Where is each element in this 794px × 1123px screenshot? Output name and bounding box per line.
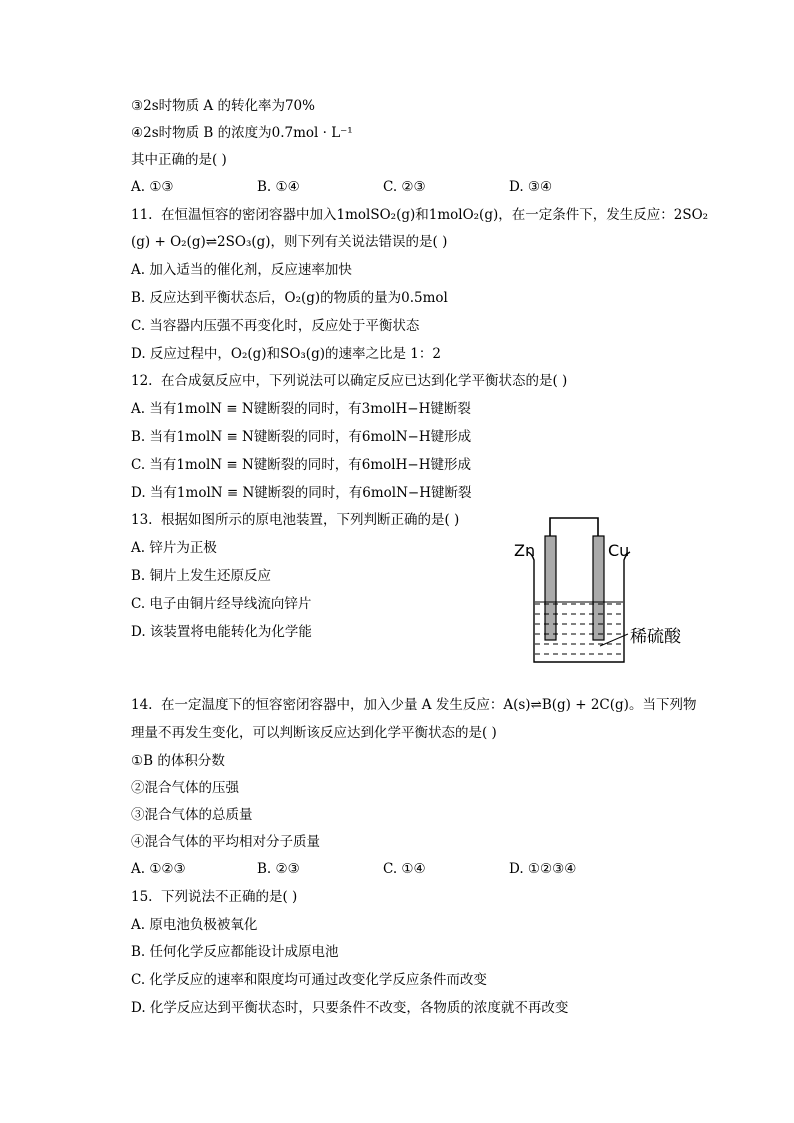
q10-options	[131, 177, 691, 197]
q10-option-c: C. ②③	[383, 179, 426, 195]
connecting-wire	[550, 518, 598, 536]
zn-label: Zn	[514, 541, 536, 560]
q14-options	[131, 859, 691, 879]
q14-item-3: ③混合气体的总质量	[131, 807, 253, 823]
q11-stem-line-2: (g) + O₂(g)⇌2SO₃(g)，则下列有关说法错误的是( )	[131, 234, 448, 250]
q11-option-d: D. 反应过程中，O₂(g)和SO₃(g)的速率之比是 1：2	[131, 346, 441, 362]
q15-number: 15.	[131, 889, 153, 905]
q12-option-b: B. 当有1molN ≡ N键断裂的同时，有6molN−H键形成	[131, 429, 472, 445]
q14-option-c: C. ①④	[383, 861, 426, 877]
cu-label: Cu	[608, 541, 630, 560]
q15-option-d: D. 化学反应达到平衡状态时，只要条件不改变，各物质的浓度就不再改变	[131, 1000, 569, 1016]
q10-option-a: A. ①③	[131, 179, 174, 195]
q13-stem-line	[131, 510, 459, 530]
q13-stem: 根据如图所示的原电池装置，下列判断正确的是( )	[161, 512, 460, 528]
q14-stem-1: 在一定温度下的恒容密闭容器中，加入少量 A 发生反应：A(s)⇌B(g) + 2C(g)。当下列物	[161, 697, 697, 713]
beaker	[528, 552, 630, 662]
q14-stem-line-2: 理量不再发生变化，可以判断该反应达到化学平衡状态的是( )	[131, 725, 497, 741]
q14-item-4: ④混合气体的平均相对分子质量	[131, 834, 320, 850]
q12-stem: 在合成氨反应中，下列说法可以确定反应已达到化学平衡状态的是( )	[161, 373, 568, 389]
q13-option-c: C. 电子由铜片经导线流向锌片	[131, 596, 312, 612]
q15-option-a: A. 原电池负极被氧化	[131, 917, 258, 933]
q14-option-a: A. ①②③	[131, 861, 186, 877]
q10-item-3: ③2s时物质 A 的转化率为70%	[131, 98, 315, 114]
q11-stem-1: 在恒温恒容的密闭容器中加入1molSO₂(g)和1molO₂(g)，在一定条件下，发生反应：2SO₂	[161, 207, 709, 223]
q12-option-d: D. 当有1molN ≡ N键断裂的同时，有6molN−H键断裂	[131, 485, 472, 501]
q10-option-b: B. ①④	[257, 179, 300, 195]
q13-option-d: D. 该装置将电能转化为化学能	[131, 624, 312, 640]
q14-item-2: ②混合气体的压强	[131, 780, 239, 796]
q13-option-b: B. 铜片上发生还原反应	[131, 568, 272, 584]
q15-option-b: B. 任何化学反应都能设计成原电池	[131, 944, 339, 960]
q10-option-d: D. ③④	[509, 179, 553, 195]
q12-stem-line	[131, 371, 567, 391]
q15-stem-line	[131, 887, 297, 907]
q14-stem-line-1	[131, 695, 696, 715]
galvanic-cell-figure	[510, 512, 700, 668]
q11-stem-line-1	[131, 205, 708, 225]
q15-stem: 下列说法不正确的是( )	[161, 889, 298, 905]
dilute-sulfuric-acid-label: 稀硫酸	[630, 627, 681, 647]
q10-item-4: ④2s时物质 B 的浓度为0.7mol · L⁻¹	[131, 125, 353, 141]
q13-number: 13.	[131, 512, 153, 528]
q15-option-c: C. 化学反应的速率和限度均可通过改变化学反应条件而改变	[131, 972, 487, 988]
q11-number: 11.	[131, 207, 153, 223]
q10-prompt: 其中正确的是( )	[131, 152, 227, 168]
q14-number: 14.	[131, 697, 153, 713]
q12-option-a: A. 当有1molN ≡ N键断裂的同时，有3molH−H键断裂	[131, 401, 471, 417]
q12-number: 12.	[131, 373, 153, 389]
q11-option-c: C. 当容器内压强不再变化时，反应处于平衡状态	[131, 318, 420, 334]
q14-option-d: D. ①②③④	[509, 861, 577, 877]
q14-item-1: ①B 的体积分数	[131, 753, 225, 769]
q11-option-a: A. 加入适当的催化剂，反应速率加快	[131, 262, 352, 278]
q12-option-c: C. 当有1molN ≡ N键断裂的同时，有6molH−H键形成	[131, 457, 471, 473]
q13-option-a: A. 锌片为正极	[131, 540, 217, 556]
q14-option-b: B. ②③	[257, 861, 300, 877]
q11-option-b: B. 反应达到平衡状态后，O₂(g)的物质的量为0.5mol	[131, 290, 448, 306]
